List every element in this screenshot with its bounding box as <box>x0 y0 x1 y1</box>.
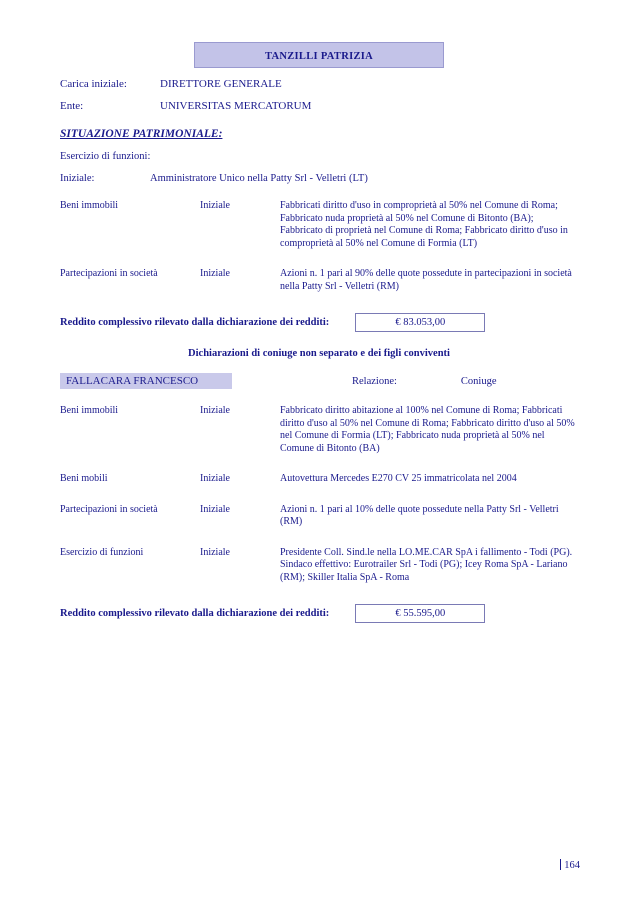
field-label: Carica iniziale: <box>60 78 127 90</box>
asset-description: Fabbricati diritto d'uso in comproprietà al 50% nel Comune di Roma; Fabbricato nuda proprietà al 50% nel Comune di Bitonto (BA); Fabbricato di proprietà nel Comune di Roma; Fabbricato diritto d'uso in comproprietà al 50% nel Comune di Formia (LT) <box>280 200 568 249</box>
spouse-name: FALLACARA FRANCESCO <box>60 373 232 389</box>
asset-category: Beni mobili <box>60 473 108 484</box>
asset-state: Iniziale <box>200 405 230 416</box>
asset-description: Fabbricato diritto abitazione al 100% nel Comune di Roma; Fabbricati diritto d'uso al 50% nel Comune di Roma; Fabbricato diritto d'uso al 50% nel Comune di Formia (LT); Fabbricato nuda proprietà al 50% nel Comune di Bitonto (BA) <box>280 405 575 454</box>
field-value: UNIVERSITAS MERCATORUM <box>160 100 312 112</box>
income-amount: € 83.053,00 <box>355 313 485 332</box>
field-label: Ente: <box>60 100 84 112</box>
spouse-header-row <box>60 373 578 389</box>
asset-state: Iniziale <box>200 546 230 558</box>
spouse-relation-label: Relazione: <box>352 375 397 387</box>
asset-description: Azioni n. 1 pari al 90% delle quote possedute in partecipazioni in società nella Patty Srl - Velletri (RM) <box>280 268 572 292</box>
page-title <box>194 42 444 68</box>
asset-state: Iniziale <box>200 473 230 484</box>
table-row <box>60 268 578 311</box>
income-row-spouse <box>60 604 578 623</box>
income-amount: € 55.595,00 <box>355 604 485 623</box>
asset-category: Partecipazioni in società <box>60 268 158 279</box>
section-title-situazione-patrimoniale: SITUAZIONE PATRIMONIALE: <box>60 128 223 140</box>
table-row <box>60 504 578 547</box>
field-value: DIRETTORE GENERALE <box>160 78 282 90</box>
spouse-section-title: Dichiarazioni di coniuge non separato e dei figli conviventi <box>188 348 450 359</box>
asset-category: Beni immobili <box>60 200 119 211</box>
income-label: Reddito complessivo rilevato dalla dichiarazione dei redditi: <box>60 608 330 619</box>
income-row-main <box>60 313 578 332</box>
asset-description: Autovettura Mercedes E270 CV 25 immatricolata nel 2004 <box>280 473 517 484</box>
exercise-row <box>60 173 578 184</box>
main-assets-table <box>60 200 578 311</box>
page-number-rule <box>560 859 561 870</box>
table-row <box>60 200 578 268</box>
exercise-row-label: Iniziale: <box>60 173 95 184</box>
income-label: Reddito complessivo rilevato dalla dichiarazione dei redditi: <box>60 317 330 328</box>
spouse-relation-value: Coniuge <box>460 375 497 387</box>
field-carica-iniziale <box>60 78 578 90</box>
table-row <box>60 405 578 473</box>
asset-category: Partecipazioni in società <box>60 503 158 515</box>
asset-description: Azioni n. 1 pari al 10% delle quote possedute nella Patty Srl - Velletri (RM) <box>280 503 559 527</box>
page-number <box>560 859 580 871</box>
asset-category: Beni immobili <box>60 405 119 416</box>
field-ente <box>60 100 578 112</box>
exercise-row-value: Amministratore Unico nella Patty Srl - Velletri (LT) <box>150 173 368 184</box>
page-number-value: 164 <box>564 860 580 871</box>
table-row <box>60 473 578 504</box>
asset-description: Presidente Coll. Sind.le nella LO.ME.CAR SpA i fallimento - Todi (PG). Sindaco effettivo: Eurotrailer Srl - Todi (PG); Icey Roma SpA - Lariano (RM); Skiller Italia SpA - Roma <box>280 546 573 583</box>
table-row <box>60 547 578 603</box>
asset-state: Iniziale <box>200 503 230 515</box>
asset-state: Iniziale <box>200 200 230 211</box>
page-title-text: TANZILLI PATRIZIA <box>264 51 374 62</box>
asset-category: Esercizio di funzioni <box>60 546 144 558</box>
asset-state: Iniziale <box>200 268 230 279</box>
exercise-heading: Esercizio di funzioni: <box>60 151 151 162</box>
spouse-assets-table <box>60 405 578 602</box>
